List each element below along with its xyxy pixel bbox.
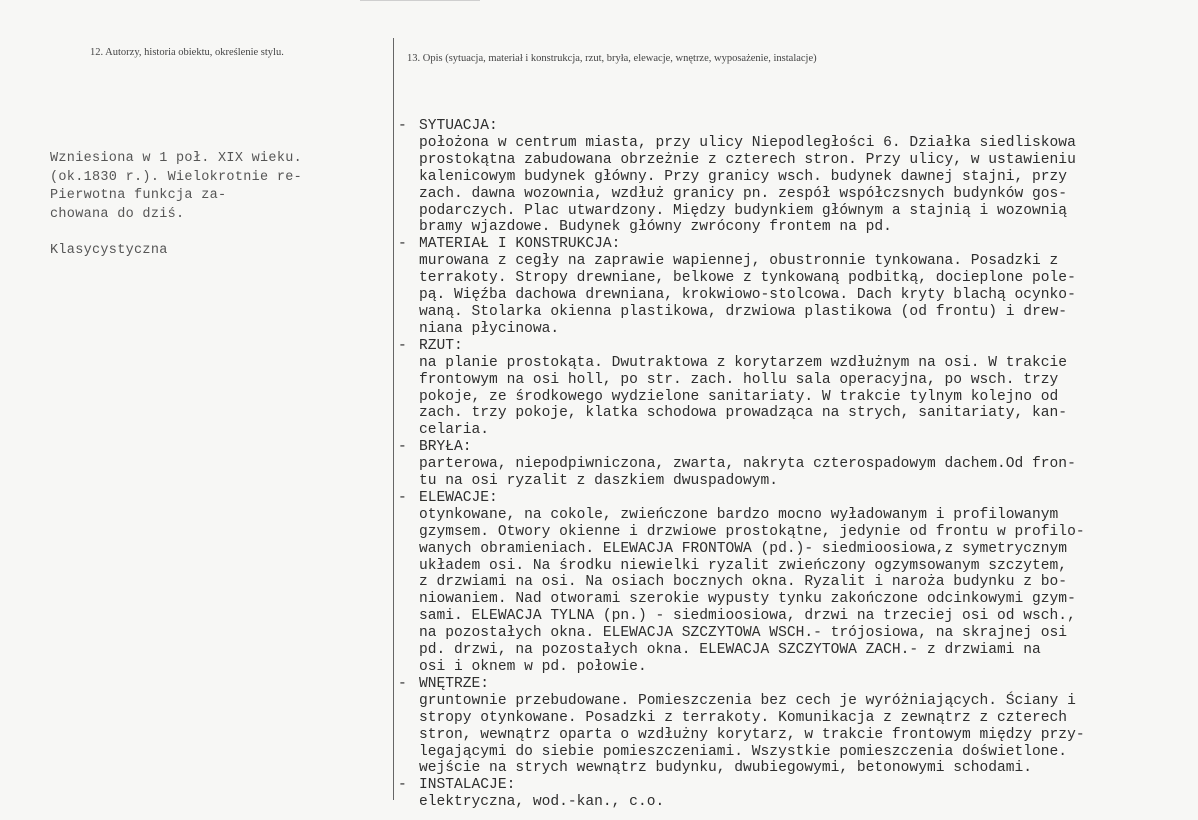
section-line: niana płycinowa.	[419, 320, 560, 337]
section-line: sami. ELEWACJA TYLNA (pn.) - siedmioosiowa, drzwi na trzeciej osi od wsch.,	[419, 608, 1076, 625]
history-line: (ok.1830 r.). Wielokrotnie re-	[50, 169, 303, 185]
history-line: Wzniesiona w 1 poł. XIX wieku.	[50, 151, 303, 166]
section-heading	[398, 439, 1085, 456]
section-line: na pozostałych okna. ELEWACJA SZCZYTOWA WSCH.- trójosiowa, na skrajnej osi	[419, 625, 1068, 642]
section-line: osi i oknem w pd. połowie.	[419, 659, 647, 675]
section-line: podarczych. Plac utwardzony. Między budynkiem głównym a stajnią i wozownią	[419, 202, 1068, 219]
section-line: z drzwiami na osi. Na osiach bocznych okna. Ryzalit i naroża budynku z bo-	[419, 574, 1068, 591]
section-title: INSTALACJE:	[419, 777, 516, 794]
section-dash: -	[398, 118, 407, 134]
section-line: pd. drzwi, na pozostałych okna. ELEWACJA SZCZYTOWA ZACH.- z drzwiami na	[419, 642, 1041, 659]
history-block	[50, 150, 302, 261]
section-title: MATERIAŁ I KONSTRUKCJA:	[419, 236, 621, 253]
section-line: pą. Więźba dachowa drewniana, krokwiowo-stolcowa. Dach kryty blachą ocynko-	[419, 287, 1076, 304]
section-line: gzymsem. Otwory okienne i drzwiowe prostokątne, jedynie od frontu w profilo-	[419, 523, 1085, 540]
section-line: położona w centrum miasta, przy ulicy Niepodległości 6. Działka siedliskowa	[419, 134, 1076, 151]
section-dash: -	[398, 489, 407, 506]
section-line: waną. Stolarka okienna plastikowa, drzwiowa plastikowa (od frontu) i drew-	[419, 303, 1068, 320]
section-line: stropy otynkowane. Posadzki z terrakoty. Komunikacja z zewnątrz z czterech	[419, 709, 1068, 726]
scan-edge-line	[360, 0, 480, 1]
left-column-header: 12. Autorzy, historia obiektu, określenie stylu.	[90, 47, 284, 58]
section-heading	[398, 236, 1085, 253]
section-dash: -	[398, 675, 407, 692]
history-line: Pierwotna funkcja za-	[50, 188, 227, 203]
section-dash: -	[398, 439, 407, 456]
section-dash: -	[398, 777, 407, 794]
section-line: elektryczna, wod.-kan., c.o.	[419, 794, 665, 811]
section-line: frontowym na osi holl, po str. zach. hollu sala operacyjna, po wsch. trzy	[419, 371, 1059, 388]
section-heading	[398, 338, 1085, 355]
section-line: otynkowane, na cokole, zwieńczone bardzo mocno wyładowanym i profilowanym	[419, 506, 1059, 523]
section-line: bramy wjazdowe. Budynek główny zwrócony frontem na pd.	[419, 219, 892, 236]
section-title: SYTUACJA:	[419, 118, 498, 134]
section-title: BRYŁA:	[419, 439, 472, 456]
section-dash: -	[398, 337, 407, 354]
section-line: celaria.	[419, 422, 490, 439]
history-line: chowana do dziś.	[50, 206, 185, 222]
section-heading	[398, 490, 1085, 507]
section-title: ELEWACJE:	[419, 489, 498, 506]
section-line: parterowa, niepodpiwniczona, zwarta, nakryta czterospadowym dachem.Od fron-	[419, 456, 1076, 473]
section-line: gruntownie przebudowane. Pomieszczenia bez cech je wyróżniających. Ściany i	[419, 692, 1076, 709]
section-line: zach. dawna wozownia, wzdłuż granicy pn. zespół współczsnych budynków gos-	[419, 185, 1068, 202]
section-heading	[398, 777, 1085, 794]
section-heading	[398, 118, 1085, 135]
section-heading	[398, 676, 1085, 693]
section-line: zach. trzy pokoje, klatka schodowa prowadząca na strych, sanitariaty, kan-	[419, 405, 1068, 422]
style-label: Klasycystyczna	[50, 243, 168, 258]
section-line: terrakoty. Stropy drewniane, belkowe z tynkowaną podbitką, docieplone pole-	[419, 270, 1076, 287]
section-line: wejście na strych wewnątrz budynku, dwubiegowymi, betonowymi schodami.	[419, 760, 1033, 777]
section-line: prostokątna zabudowana obrzeżnie z czterech stron. Przy ulicy, w ustawieniu	[419, 151, 1076, 168]
section-dash: -	[398, 236, 407, 253]
section-line: kalenicowym budynek główny. Przy granicy wsch. budynek dawnej stajni, przy	[419, 168, 1068, 185]
section-line: wanych obramieniach. ELEWACJA FRONTOWA (pd.)- siedmioosiowa,z symetrycznym	[419, 540, 1068, 557]
section-line: legającymi do siebie pomieszczeniami. Wszystkie pomieszczenia doświetlone.	[419, 743, 1068, 760]
section-line: pokoje, ze środkowego wydzielone sanitariaty. W trakcie tylnym kolejno od	[419, 388, 1059, 405]
section-line: stron, wewnątrz oparta o wzdłużny korytarz, w trakcie frontowym między przy-	[419, 726, 1085, 743]
section-title: WNĘTRZE:	[419, 675, 490, 692]
section-line: niowaniem. Nad otworami szerokie wypusty tynku zakończone odcinkowymi gzym-	[419, 591, 1076, 608]
section-line: na planie prostokąta. Dwutraktowa z korytarzem wzdłużnym na osi. W trakcie	[419, 354, 1068, 371]
section-line: tu na osi ryzalit z daszkiem dwuspadowym.	[419, 473, 779, 490]
right-column-header: 13. Opis (sytuacja, materiał i konstrukcja, rzut, bryła, elewacje, wnętrze, wyposażenie, instalacje)	[407, 53, 817, 64]
section-title: RZUT:	[419, 337, 463, 354]
section-line: układem osi. Na środku niewielki ryzalit zwieńczony ogzymsowanym szczytem,	[419, 557, 1068, 574]
column-divider	[393, 38, 394, 800]
section-line: murowana z cegły na zaprawie wapiennej, obustronnie tynkowana. Posadzki z	[419, 253, 1059, 270]
description-block	[398, 118, 1085, 811]
